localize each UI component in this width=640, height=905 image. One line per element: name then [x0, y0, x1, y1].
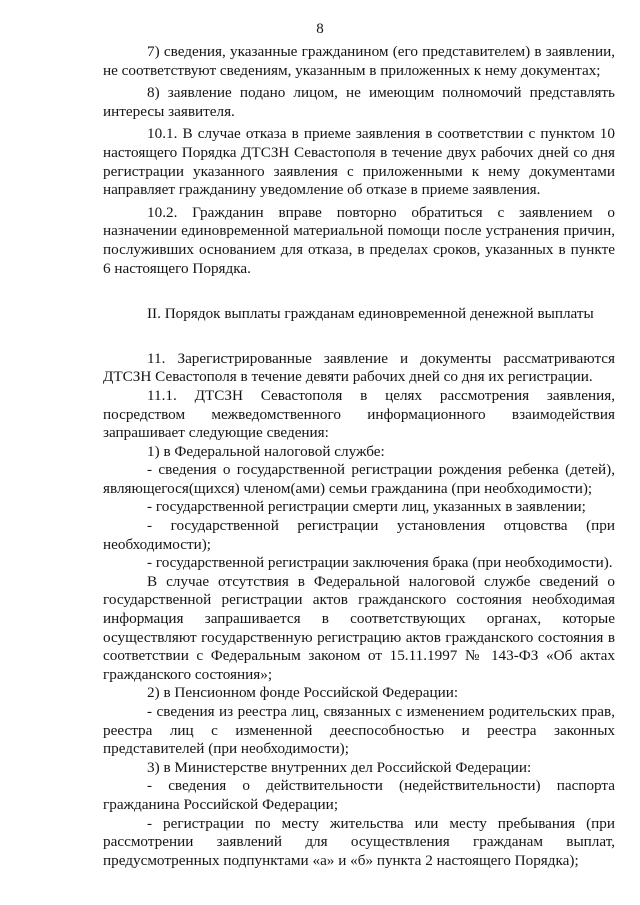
list-item-residence-registration: - регистрации по месту жительства или месту пребывания (при рассмотрении заявлений для осуществления гражданам выплат, предусмотренных подпунктами «а» и «б» пункта 2 настоящего Порядка);	[103, 814, 615, 869]
paragraph-11: 11. Зарегистрированные заявление и документы рассматриваются ДТСЗН Севастополя в течение девяти рабочих дней со дня их регистрации.	[103, 349, 615, 386]
list-item-birth-registration: - сведения о государственной регистрации рождения ребенка (детей), являющегося(щихся) членом(ами) семьи гражданина (при необходимости);	[103, 461, 615, 497]
document-body	[103, 43, 615, 870]
list-item-passport-validity: - сведения о действительности (недействительности) паспорта гражданина Российской Федерации;	[103, 777, 615, 813]
list-item-registry-info: - сведения из реестра лиц, связанных с изменением родительских прав, реестра лиц с измененной дееспособностью и реестра законных представителей (при необходимости);	[103, 703, 615, 758]
page-number: 8	[316, 21, 324, 37]
paragraph-10-2: 10.2. Гражданин вправе повторно обратиться с заявлением о назначении единовременной материальной помощи после устранения причин, послуживших основанием для отказа, в пределах сроков, указанных в пункте 6 настоящего Порядка.	[103, 203, 615, 277]
list-item-federal-tax-service: 1) в Федеральной налоговой службе:	[147, 442, 385, 460]
list-item-interior-ministry: 3) в Министерстве внутренних дел Российской Федерации:	[147, 758, 532, 776]
list-item-death-registration: - государственной регистрации смерти лиц, указанных в заявлении;	[147, 498, 586, 516]
paragraph-item-7: 7) сведения, указанные гражданином (его представителем) в заявлении, не соответствуют сведениям, указанным в приложенных к нему документах;	[103, 43, 615, 79]
paragraph-10-1: 10.1. В случае отказа в приеме заявления в соответствии с пунктом 10 настоящего Порядка ДТСЗН Севастополя в течение двух рабочих дней со дня регистрации указанного заявления с приложенными к нему документами направляет гражданину уведомление об отказе в приеме заявления.	[103, 125, 615, 199]
list-item-pension-fund: 2) в Пенсионном фонде Российской Федерации:	[147, 684, 459, 702]
section-heading: II. Порядок выплаты гражданам единовременной денежной выплаты	[147, 305, 594, 323]
list-item-marriage-registration: - государственной регистрации заключения брака (при необходимости).	[147, 554, 613, 572]
paragraph-item-8: 8) заявление подано лицом, не имеющим полномочий представлять интересы заявителя.	[103, 84, 615, 120]
paragraph-11-1: 11.1. ДТСЗН Севастополя в целях рассмотрения заявления, посредством межведомственного информационного взаимодействия запрашивает следующие сведения:	[103, 386, 615, 442]
list-item-paternity-registration: - государственной регистрации установления отцовства (при необходимости);	[103, 517, 615, 553]
paragraph-civil-status-records: В случае отсутствия в Федеральной налоговой службе сведений о государственной регистрации актов гражданского состояния необходимая информация запрашивается в соответствующих органах, которые осуществляют государственную регистрацию актов гражданского состояния в соответствии с Федеральным законом от 15.11.1997 № 143-ФЗ «Об актах гражданского состояния»;	[103, 572, 615, 683]
